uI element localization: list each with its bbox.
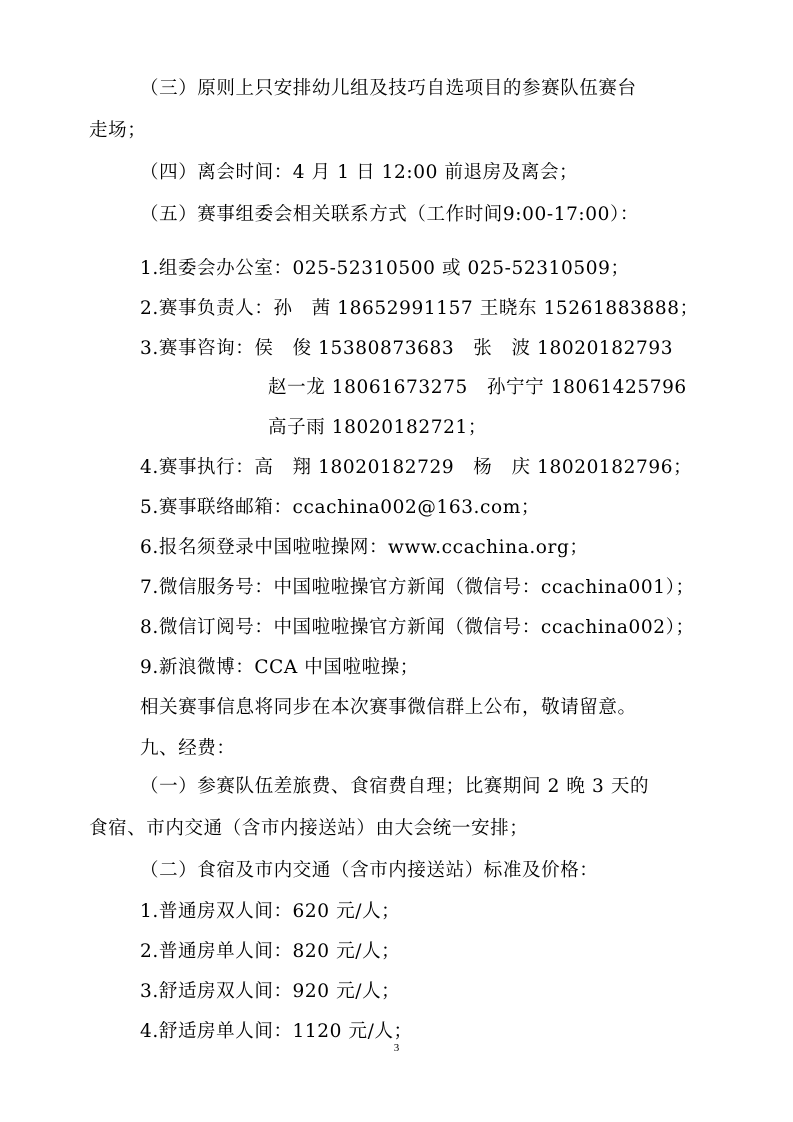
- paragraph-line: 相关赛事信息将同步在本次赛事微信群上公布，敬请留意。: [140, 697, 637, 718]
- paragraph-line: （五）赛事组委会相关联系方式（工作时间9:00-17:00）：: [140, 204, 639, 225]
- list-item: 8.微信订阅号：中国啦啦操官方新闻（微信号：ccachina002）；: [140, 617, 695, 638]
- page-number: 3: [393, 1042, 400, 1054]
- list-item-continuation: 赵一龙 18061673275 孙宁宁 18061425796: [268, 377, 687, 398]
- list-item: 5.赛事联络邮箱：ccachina002@163.com；: [140, 497, 540, 518]
- list-item-continuation: 高子雨 18020182721；: [268, 417, 487, 438]
- list-item: 4.舒适房单人间：1120 元/人；: [140, 1021, 413, 1042]
- section-heading: 九、经费：: [140, 738, 236, 759]
- list-item: 1.组委会办公室：025-52310500 或 025-52310509；: [140, 258, 630, 279]
- paragraph-line: （一）参赛队伍差旅费、食宿费自理；比赛期间 2 晚 3 天的: [140, 776, 650, 797]
- list-item: 2.普通房单人间：820 元/人；: [140, 941, 401, 962]
- paragraph-line: （三）原则上只安排幼儿组及技巧自选项目的参赛队伍赛台: [140, 78, 637, 99]
- list-item: 4.赛事执行：高 翔 18020182729 杨 庆 18020182796；: [140, 457, 693, 478]
- list-item: 3.舒适房双人间：920 元/人；: [140, 981, 401, 1002]
- paragraph-line: （四）离会时间：4 月 1 日 12:00 前退房及离会；: [140, 162, 579, 183]
- list-item: 7.微信服务号：中国啦啦操官方新闻（微信号：ccachina001）；: [140, 577, 695, 598]
- list-item: 3.赛事咨询：侯 俊 15380873683 张 波 18020182793: [140, 338, 674, 359]
- list-item: 9.新浪微博：CCA 中国啦啦操；: [140, 657, 419, 678]
- list-item: 2.赛事负责人：孙 茜 18652991157 王晓东 15261883888；: [140, 298, 699, 319]
- paragraph-line: 走场；: [89, 120, 147, 141]
- list-item: 6.报名须登录中国啦啦操网：www.ccachina.org；: [140, 537, 589, 558]
- paragraph-line: 食宿、市内交通（含市内接送站）由大会统一安排；: [89, 818, 529, 839]
- paragraph-line: （二）食宿及市内交通（含市内接送站）标准及价格：: [140, 860, 599, 881]
- list-item: 1.普通房双人间：620 元/人；: [140, 901, 401, 922]
